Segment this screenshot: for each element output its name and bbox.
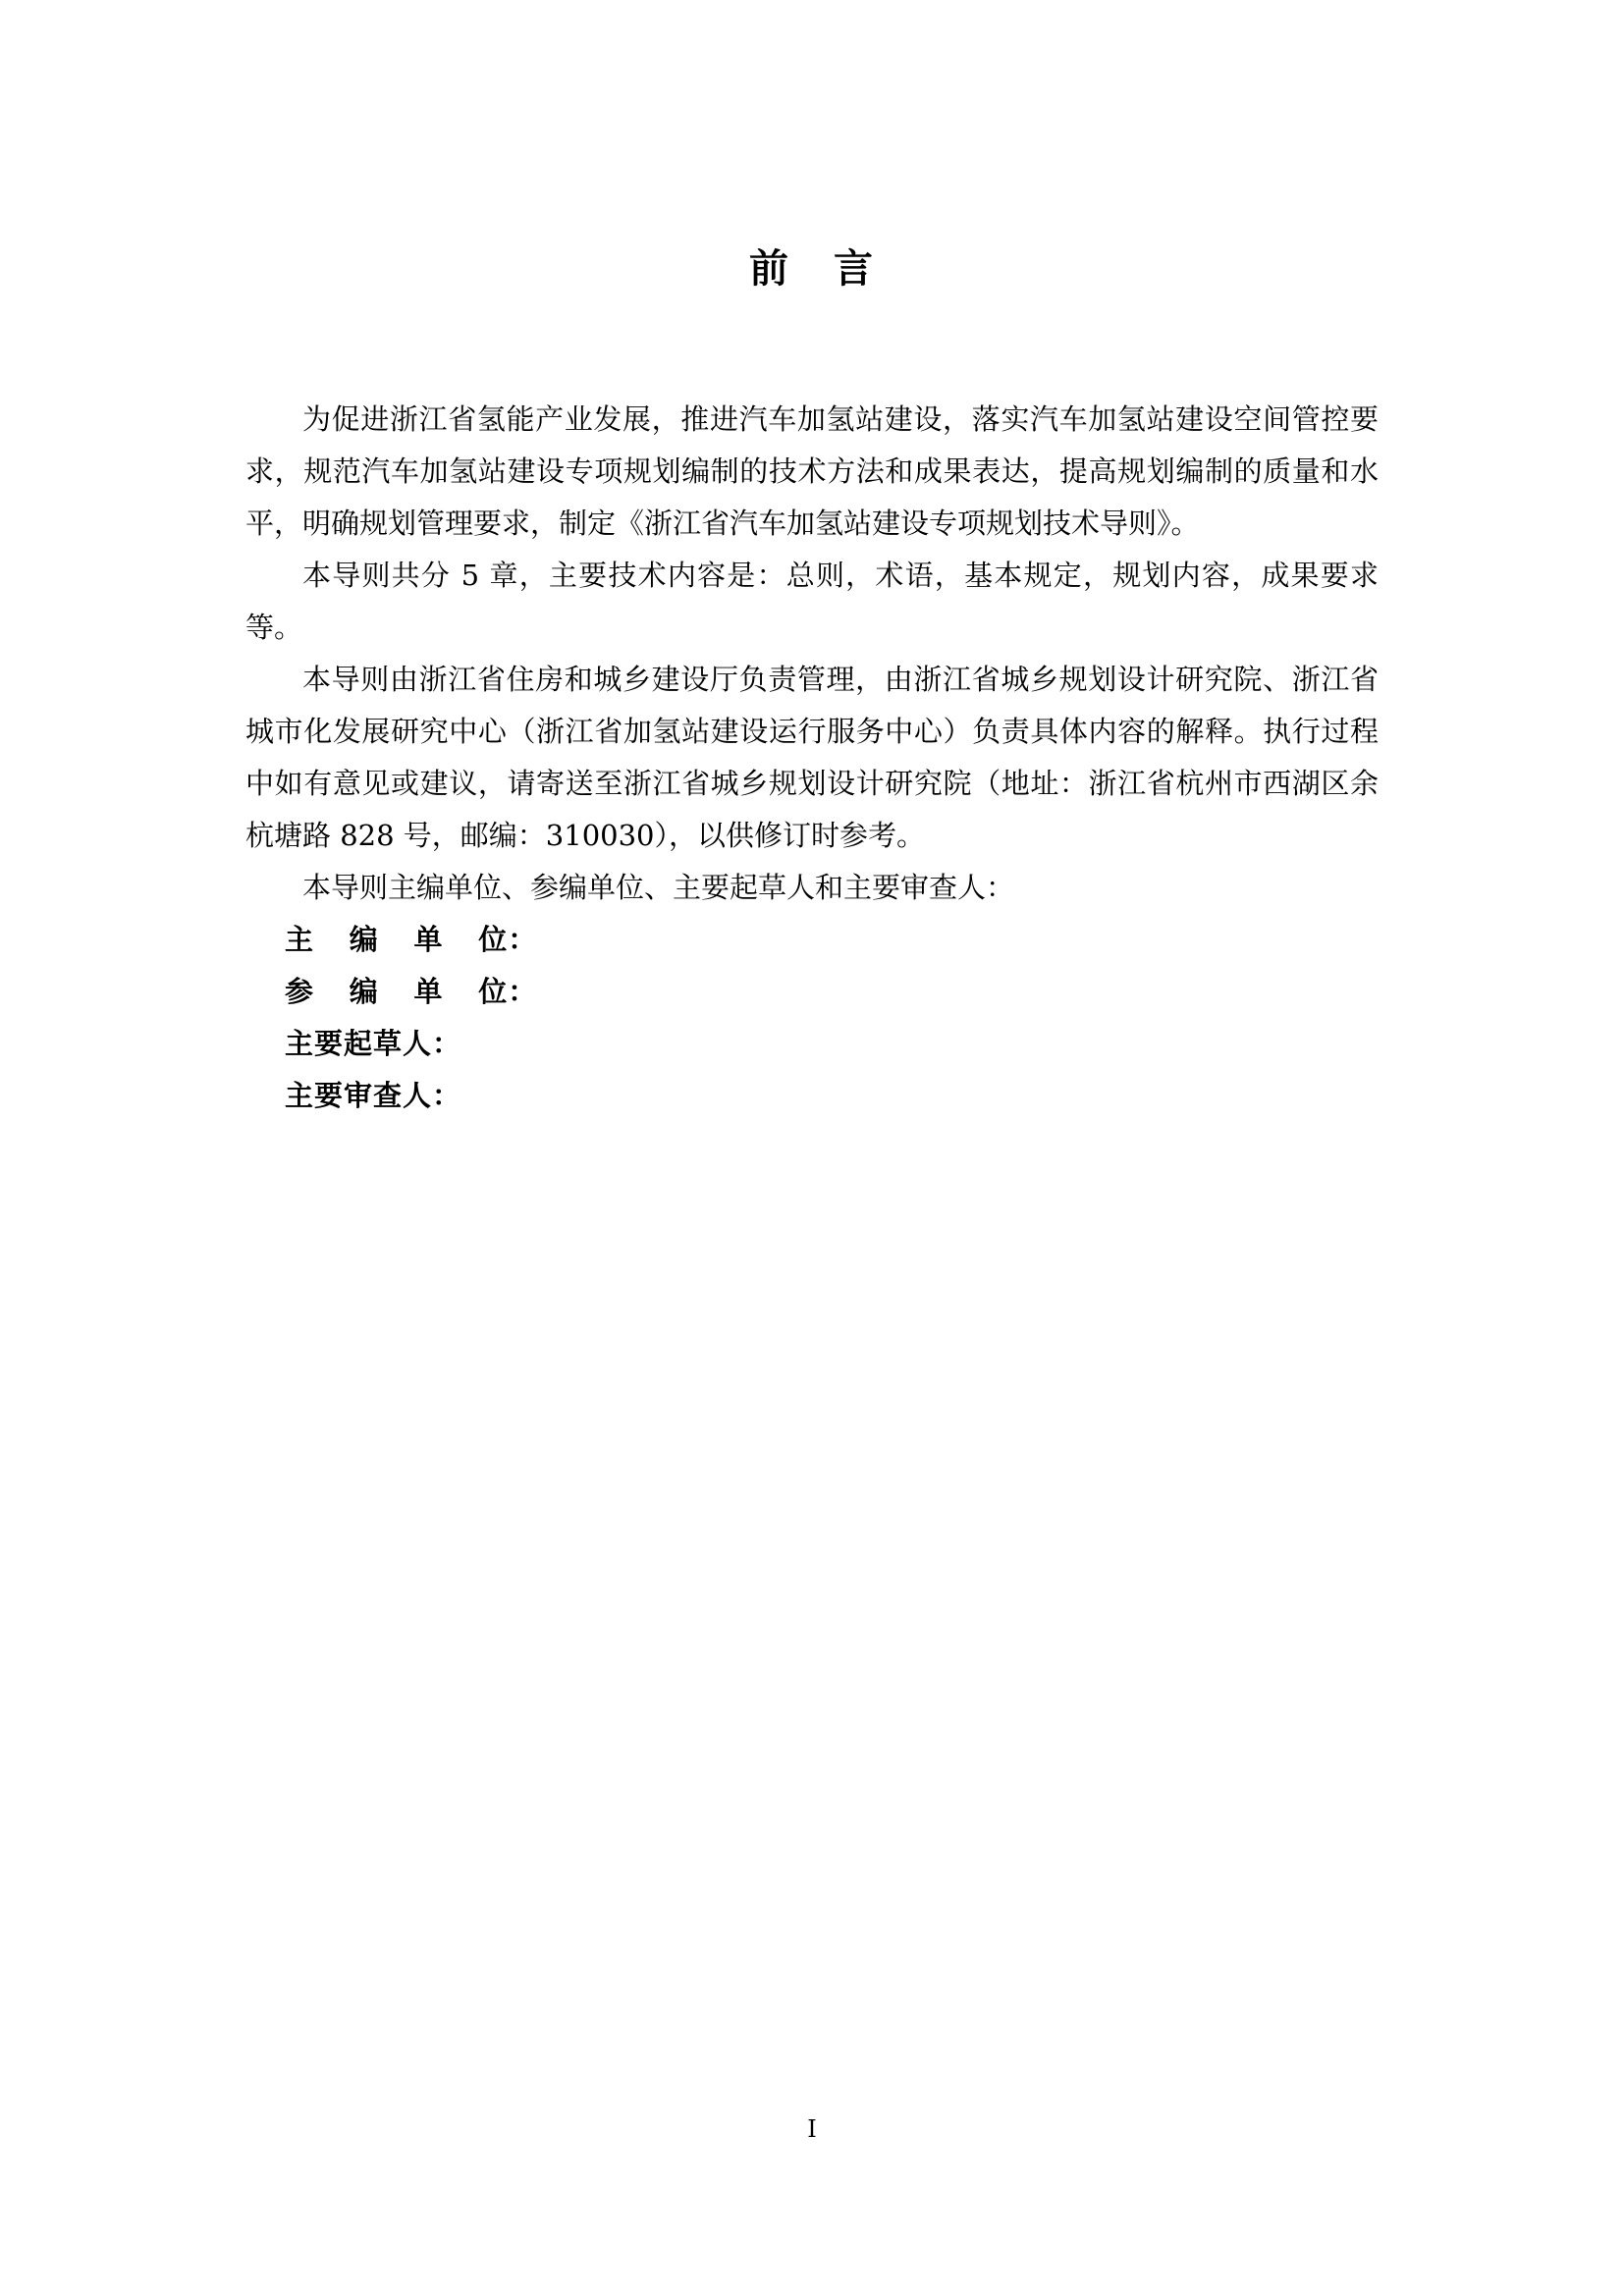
page-title: 前 言 bbox=[749, 246, 875, 292]
paragraph-management: 本导则由浙江省住房和城乡建设厅负责管理，由浙江省城乡规划设计研究院、浙江省城市化发展研究中心（浙江省加氢站建设运行服务中心）负责具体内容的解释。执行过程中如有意见或建议，请寄送至浙江省城乡规划设计研究院（地址：浙江省杭州市西湖区余杭塘路 828 号，邮编：310030），以供修订时参考。 bbox=[245, 663, 1379, 852]
paragraph-credits-intro: 本导则主编单位、参编单位、主要起草人和主要审查人： bbox=[302, 871, 1015, 904]
main-reviewers-label: 主要审查人： bbox=[285, 1079, 462, 1112]
page-footer bbox=[0, 2115, 1624, 2143]
paragraph-chapters: 本导则共分 5 章，主要技术内容是：总则，术语，基本规定，规划内容，成果要求等。 bbox=[245, 559, 1379, 644]
document-body bbox=[245, 394, 1379, 1122]
credits-list bbox=[245, 914, 1379, 1122]
main-drafters-label: 主要起草人： bbox=[285, 1027, 462, 1060]
page-number: I bbox=[807, 2115, 817, 2143]
paragraph-purpose: 为促进浙江省氢能产业发展，推进汽车加氢站建设，落实汽车加氢站建设空间管控要求，规范汽车加氢站建设专项规划编制的技术方法和成果表达，提高规划编制的质量和水平，明确规划管理要求，制定《浙江省汽车加氢站建设专项规划技术导则》。 bbox=[245, 402, 1379, 540]
chief-editing-unit-label: 主 编 单 位： bbox=[285, 923, 538, 956]
participating-unit-label: 参 编 单 位： bbox=[285, 975, 538, 1008]
